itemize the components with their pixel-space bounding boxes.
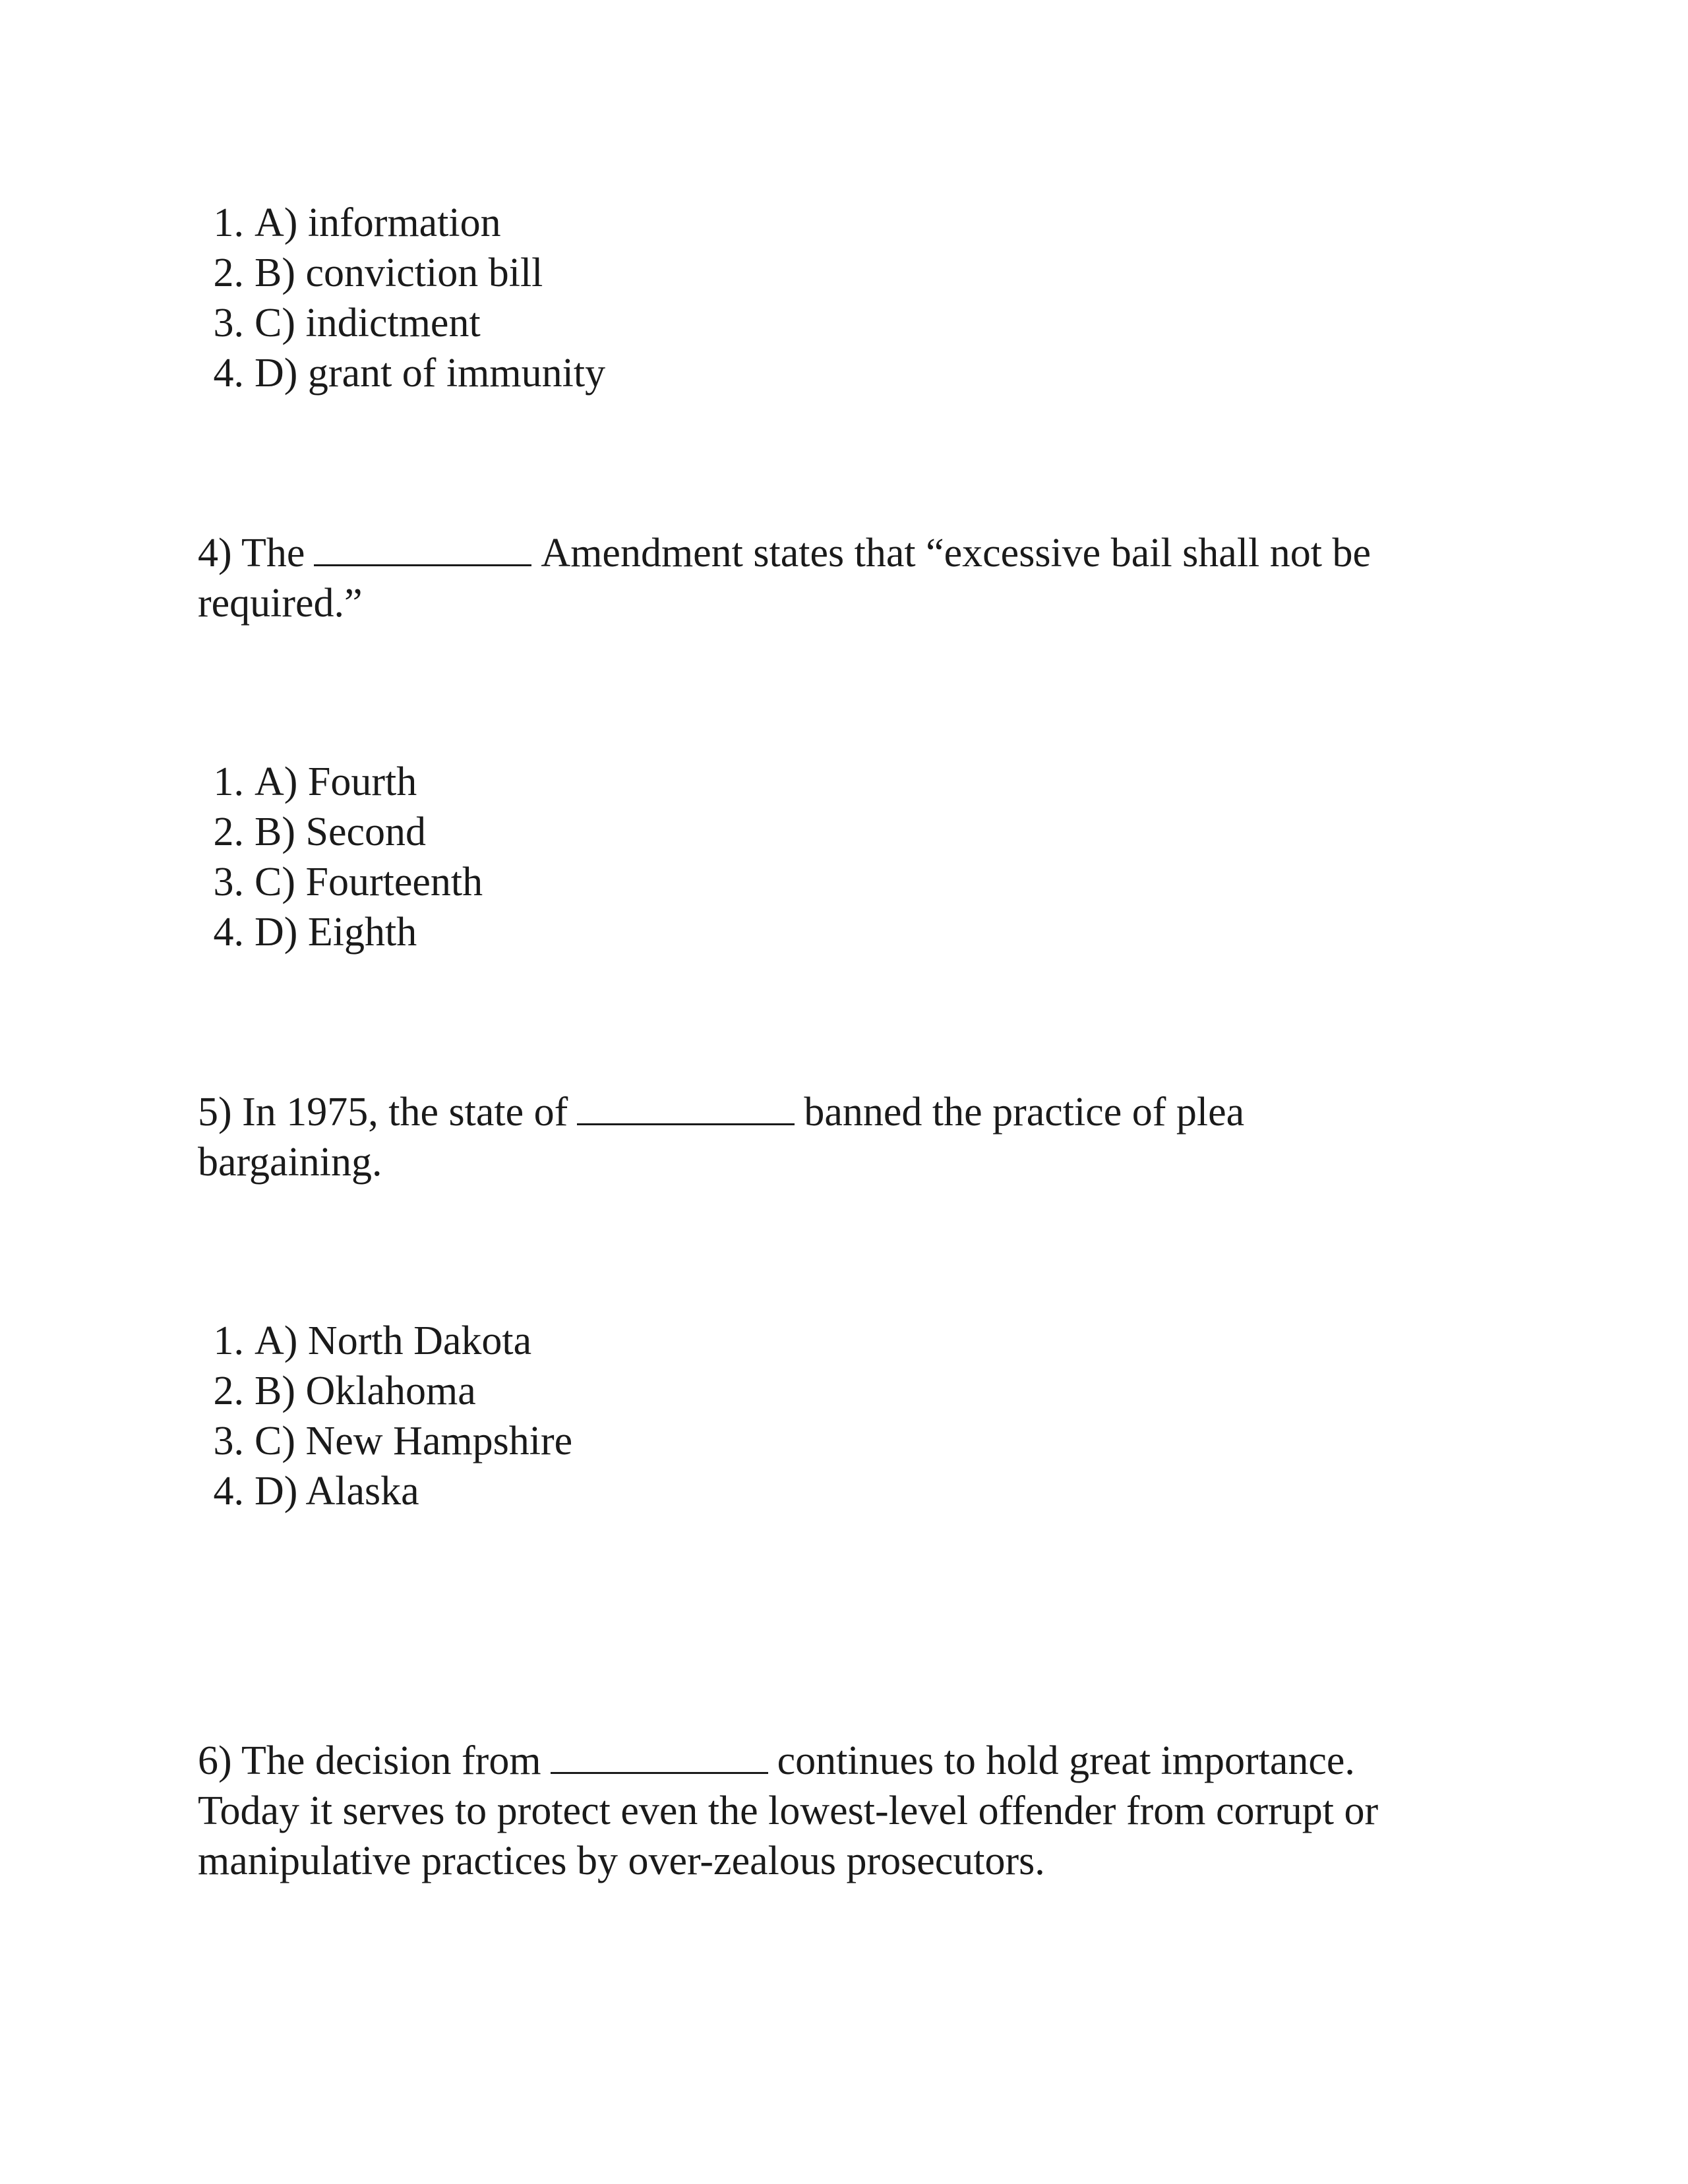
option-text: C) New Hampshire: [255, 1419, 573, 1463]
option-text: A) Fourth: [255, 759, 417, 804]
options-set-3: [198, 1316, 1517, 1516]
answer-blank: [551, 1735, 768, 1774]
question-line: manipulative practices by over-zealous prosecutors.: [198, 1839, 1045, 1883]
option-number: 3.: [213, 1419, 244, 1463]
question-line: Today it serves to protect even the lowest-level offender from corrupt or: [198, 1788, 1379, 1833]
question-line: [198, 1735, 1517, 1786]
answer-blank: [577, 1086, 795, 1125]
option-number: 1.: [213, 759, 244, 804]
question-line: [198, 1086, 1517, 1137]
option-number: 2.: [213, 1369, 244, 1413]
option-text: A) information: [255, 200, 501, 245]
option-text: D) grant of immunity: [255, 351, 606, 396]
option-text: A) North Dakota: [255, 1318, 532, 1363]
question-text-before: 5) In 1975, the state of: [198, 1090, 568, 1135]
question-line: required.”: [198, 581, 363, 626]
question-5: [198, 1086, 1517, 1187]
question-text-after: continues to hold great importance.: [777, 1738, 1355, 1783]
option-text: C) Fourteenth: [255, 860, 483, 904]
option-item: [198, 348, 1517, 398]
option-item: [198, 757, 1517, 807]
option-number: 4.: [213, 351, 244, 396]
options-set-1: [198, 198, 1517, 398]
options-list: [198, 757, 1517, 957]
question-line: [198, 527, 1517, 578]
option-text: C) indictment: [255, 301, 481, 345]
options-list: [198, 198, 1517, 398]
option-item: [198, 807, 1517, 857]
option-text: B) conviction bill: [255, 251, 543, 295]
option-number: 2.: [213, 251, 244, 295]
option-number: 1.: [213, 1318, 244, 1363]
option-number: 4.: [213, 1469, 244, 1514]
option-item: [198, 907, 1517, 957]
option-text: B) Oklahoma: [255, 1369, 476, 1413]
question-text-before: 4) The: [198, 531, 305, 576]
option-number: 1.: [213, 200, 244, 245]
option-item: [198, 198, 1517, 248]
option-item: [198, 1466, 1517, 1516]
question-4: [198, 527, 1517, 628]
option-item: [198, 298, 1517, 348]
question-text-after: banned the practice of plea: [804, 1090, 1245, 1135]
option-text: D) Eighth: [255, 910, 417, 955]
option-item: [198, 1366, 1517, 1416]
option-item: [198, 1316, 1517, 1366]
option-item: [198, 857, 1517, 907]
option-item: [198, 248, 1517, 298]
answer-blank: [314, 527, 531, 566]
option-number: 3.: [213, 860, 244, 904]
options-set-2: [198, 757, 1517, 957]
question-text-before: 6) The decision from: [198, 1738, 541, 1783]
option-number: 4.: [213, 910, 244, 955]
option-text: B) Second: [255, 810, 427, 854]
option-text: D) Alaska: [255, 1469, 419, 1514]
question-6: [198, 1735, 1517, 1886]
option-number: 3.: [213, 301, 244, 345]
option-item: [198, 1416, 1517, 1466]
question-line: bargaining.: [198, 1140, 382, 1185]
option-number: 2.: [213, 810, 244, 854]
options-list: [198, 1316, 1517, 1516]
question-text-after: Amendment states that “excessive bail shall not be: [541, 531, 1372, 576]
